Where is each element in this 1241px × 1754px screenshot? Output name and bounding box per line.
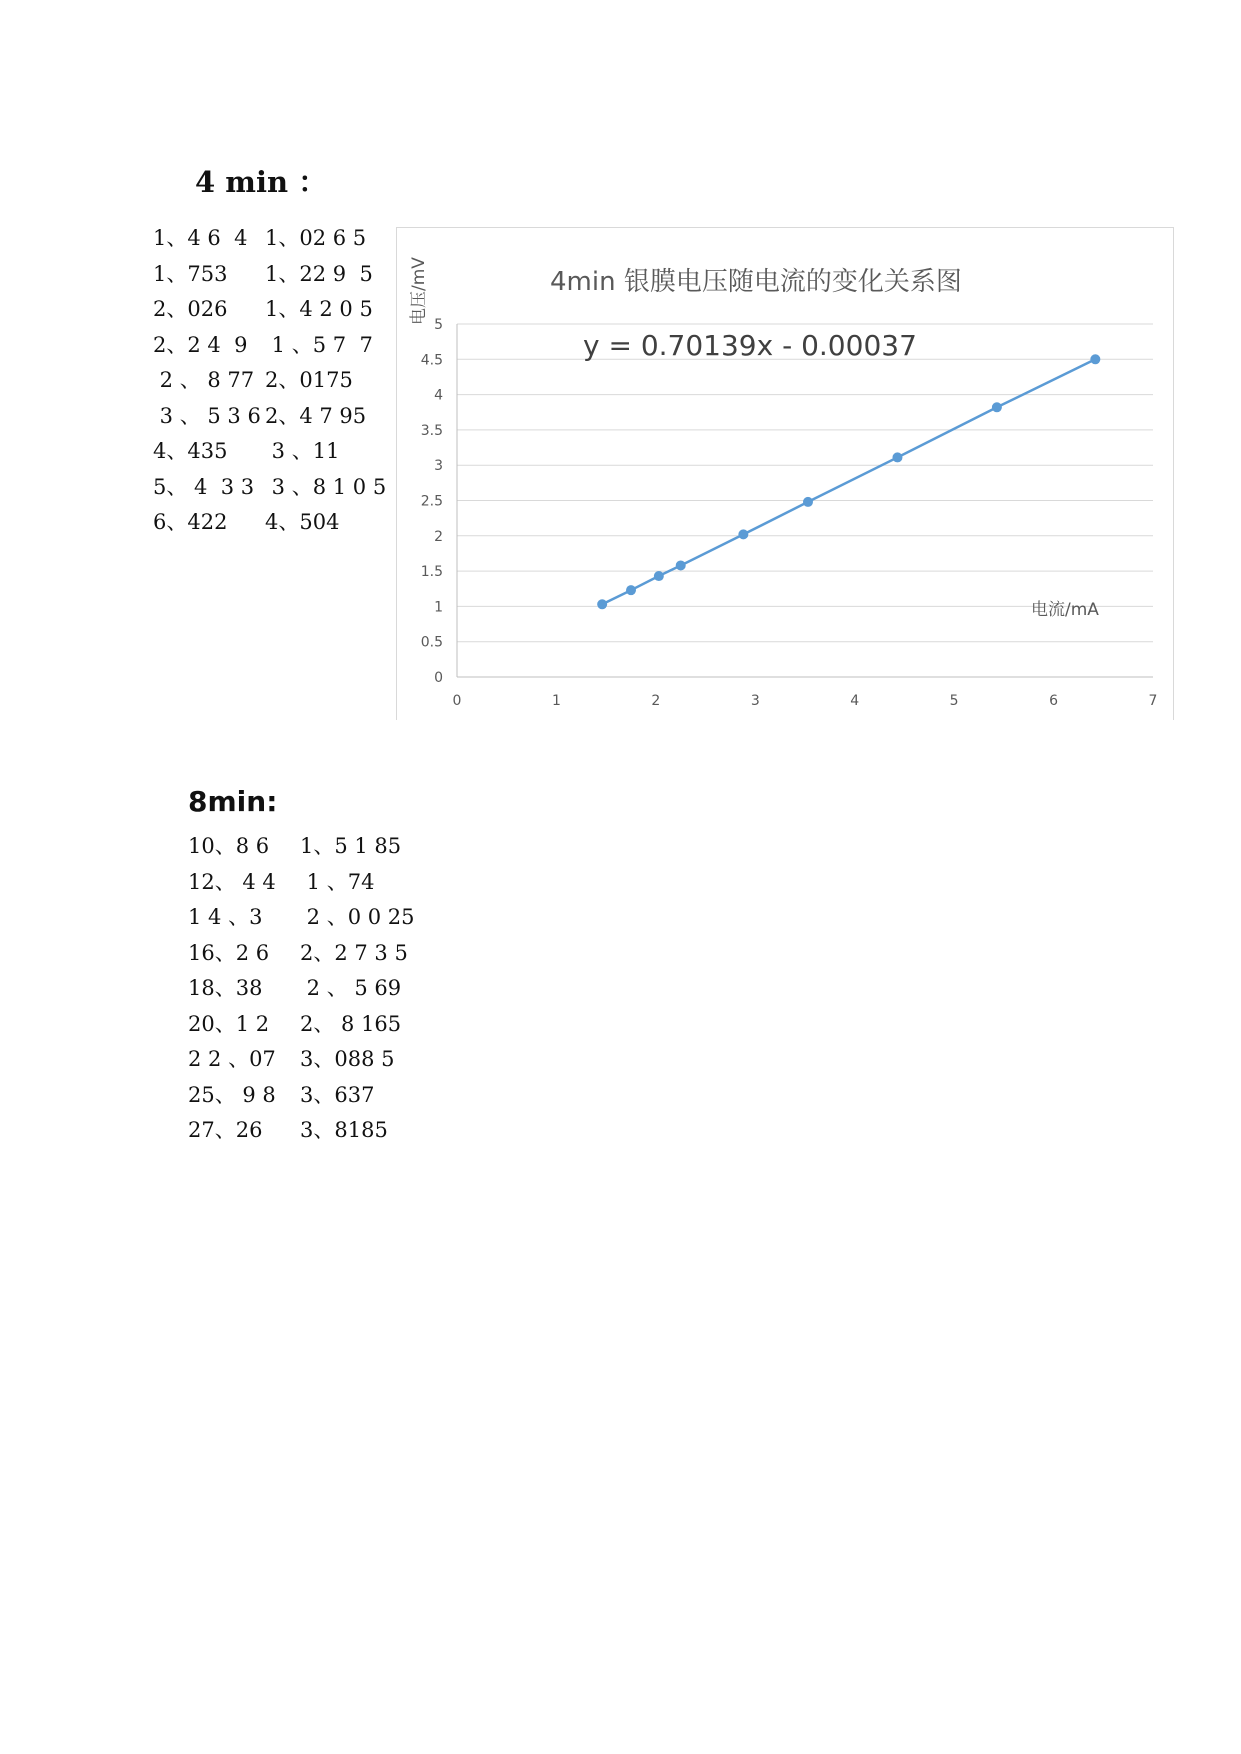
voltage-value: 1 、74 — [300, 869, 375, 894]
data-point — [892, 452, 902, 462]
x-tick-label: 3 — [750, 693, 760, 709]
voltage-value: 1、4 2 0 5 — [265, 297, 373, 321]
current-value: 10、8 6 — [188, 834, 270, 858]
y-tick-label: 2 — [434, 528, 443, 545]
current-value: 25、 9 8 — [188, 1082, 276, 1107]
current-value: 5、 4 3 3 — [153, 474, 255, 499]
data-point — [738, 529, 748, 539]
current-value: 1、4 6 4 — [153, 226, 248, 250]
y-axis-label: 电压/mV — [409, 257, 429, 325]
current-value: 27、26 — [188, 1118, 263, 1142]
y-tick-label: 0.5 — [420, 634, 443, 651]
chart-title: 4min 银膜电压随电流的变化关系图 — [550, 267, 962, 297]
x-tick-label: 6 — [1049, 693, 1059, 709]
current-value: 12、 4 4 — [188, 869, 276, 894]
y-tick-label: 4.5 — [420, 352, 443, 369]
current-value: 1、753 — [153, 261, 228, 286]
current-value: 4、435 — [153, 439, 228, 463]
section-8min-heading: 8min: — [188, 785, 278, 818]
voltage-value: 2、 8 165 — [300, 1011, 402, 1036]
voltage-value: 3、637 — [300, 1082, 375, 1107]
voltage-value: 3 、8 1 0 5 — [265, 474, 387, 499]
current-value: 2、026 — [153, 297, 228, 321]
x-tick-label: 7 — [1148, 693, 1158, 709]
current-value: 6、422 — [153, 510, 228, 534]
data-point — [1090, 354, 1100, 364]
voltage-value: 1、02 6 5 — [265, 226, 367, 250]
voltage-value: 3、088 5 — [300, 1047, 395, 1071]
x-tick-label: 0 — [452, 693, 462, 709]
y-tick-label: 3 — [434, 458, 443, 475]
x-tick-label: 5 — [949, 693, 959, 709]
y-tick-label: 2.5 — [420, 493, 443, 510]
gridlines — [457, 324, 1153, 642]
voltage-value: 2、4 7 95 — [265, 403, 367, 428]
voltage-value: 2 、 5 69 — [300, 976, 402, 1000]
current-value: 18、38 — [188, 976, 263, 1000]
axes — [421, 317, 1158, 709]
y-tick-label: 0 — [434, 670, 443, 686]
y-tick-label: 1 — [434, 599, 443, 616]
data-point — [654, 571, 664, 581]
section-4min-heading: 4 min ： — [195, 165, 328, 199]
current-value: 1 4 、3 — [188, 905, 263, 929]
y-tick-label: 5 — [434, 317, 443, 333]
voltage-value: 2、0175 — [265, 368, 353, 392]
y-tick-label: 1.5 — [420, 564, 443, 581]
chart-canvas — [397, 228, 1173, 720]
data-point — [803, 497, 813, 507]
current-value: 2 、 8 77 — [153, 368, 255, 392]
trendline-layer — [602, 359, 1095, 604]
x-tick-label: 2 — [651, 693, 661, 709]
data-point — [992, 402, 1002, 412]
y-tick-label: 3.5 — [420, 422, 443, 439]
data-point — [626, 585, 636, 595]
voltage-value: 2、2 7 3 5 — [300, 940, 408, 965]
data-point — [597, 599, 607, 609]
x-tick-label: 1 — [551, 693, 561, 709]
current-value: 2 2 、07 — [188, 1047, 276, 1071]
x-tick-label: 4 — [850, 693, 860, 709]
x-axis-label: 电流/mA — [1031, 600, 1099, 620]
voltage-value: 2 、0 0 25 — [300, 905, 415, 929]
current-value: 3 、 5 3 6 — [153, 403, 261, 428]
voltage-value: 3 、11 — [265, 439, 340, 463]
data-point — [676, 560, 686, 570]
current-value: 2、2 4 9 — [153, 332, 248, 357]
current-value: 20、1 2 — [188, 1011, 270, 1036]
voltage-current-chart — [396, 227, 1174, 720]
series-line — [602, 359, 1095, 604]
y-tick-label: 4 — [434, 387, 443, 404]
voltage-value: 1 、5 7 7 — [265, 332, 373, 357]
trendline-equation: y = 0.70139x - 0.00037 — [583, 329, 917, 362]
voltage-value: 1、22 9 5 — [265, 261, 373, 286]
voltage-value: 1、5 1 85 — [300, 834, 402, 858]
current-value: 16、2 6 — [188, 940, 270, 965]
voltage-value: 3、8185 — [300, 1118, 388, 1142]
voltage-value: 4、504 — [265, 510, 340, 534]
